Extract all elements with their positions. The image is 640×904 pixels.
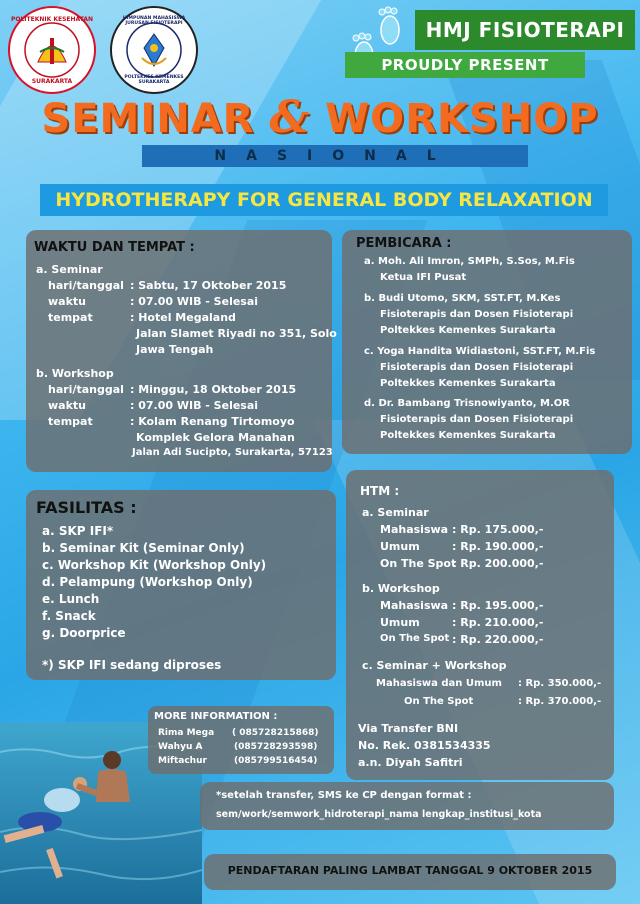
contact-phone: ( 085728215868)	[232, 728, 319, 738]
detail-value: : Minggu, 18 Oktober 2015	[130, 383, 297, 396]
speaker-role: Fisioterapis dan Dosen Fisioterapi	[380, 309, 574, 320]
account-number: No. Rek. 0381534335	[358, 739, 491, 752]
speaker-role: Fisioterapis dan Dosen Fisioterapi	[380, 414, 574, 425]
price-value: : Rp. 350.000,-	[518, 678, 602, 689]
speakers-panel	[342, 230, 632, 454]
speaker-name: c. Yoga Handita Widiastoni, SST.FT, M.Fis	[364, 346, 596, 357]
detail-key: hari/tanggal	[48, 279, 124, 292]
registration-deadline: PENDAFTARAN PALING LAMBAT TANGGAL 9 OKTOBER 2015	[227, 864, 593, 877]
ticket-heading: HTM :	[360, 484, 400, 498]
event-title	[20, 92, 620, 143]
org-banner: HMJ FISIOTERAPI	[415, 10, 635, 50]
detail-address: Jawa Tengah	[136, 343, 214, 356]
facility-item: f. Snack	[42, 609, 96, 623]
detail-value: : Sabtu, 17 Oktober 2015	[130, 279, 287, 292]
facility-item: d. Pelampung (Workshop Only)	[42, 575, 253, 589]
workshop-label: b. Workshop	[36, 367, 114, 380]
price-key: On The Spot	[380, 633, 450, 644]
price-value: : Rp. 175.000,-	[452, 523, 544, 536]
title-seminar: SEMINAR	[41, 96, 255, 142]
speakers-heading: PEMBICARA :	[356, 236, 452, 251]
speaker-name: d. Dr. Bambang Trisnowiyanto, M.OR	[364, 398, 570, 409]
price-value: : Rp. 190.000,-	[452, 540, 544, 553]
deadline-panel	[204, 854, 616, 890]
detail-value: : Kolam Renang Tirtomoyo	[130, 415, 295, 428]
price-group-label: a. Seminar	[362, 506, 429, 519]
facility-item: b. Seminar Kit (Seminar Only)	[42, 541, 245, 555]
facilities-heading: FASILITAS :	[36, 498, 137, 517]
speaker-name: b. Budi Utomo, SKM, SST.FT, M.Kes	[364, 293, 561, 304]
speaker-role: Poltekkes Kemenkes Surakarta	[380, 325, 556, 336]
price-value: : Rp. 370.000,-	[518, 696, 602, 707]
price-key: Mahasiswa dan Umum	[376, 678, 502, 689]
price-value: : Rp. 210.000,-	[452, 616, 544, 629]
price-group-label: c. Seminar + Workshop	[362, 659, 507, 672]
contact-phone: (085799516454)	[234, 756, 318, 766]
facility-note: *) SKP IFI sedang diproses	[42, 658, 222, 672]
logo-ring-text: SURAKARTA	[31, 78, 73, 85]
price-value: : Rp. 195.000,-	[452, 599, 544, 612]
detail-key: tempat	[48, 415, 93, 428]
contact-name: Wahyu A	[158, 742, 203, 752]
more-info-heading: MORE INFORMATION :	[154, 711, 278, 722]
facility-item: a. SKP IFI*	[42, 524, 114, 538]
price-key: On The Spot	[380, 557, 457, 570]
poltekkes-logo	[8, 6, 96, 94]
bank-transfer: Via Transfer BNI	[358, 722, 459, 735]
event-level: NASIONAL	[142, 145, 528, 167]
ticket-price-panel	[346, 470, 614, 780]
facilities-panel	[26, 490, 336, 680]
price-key: Umum	[380, 616, 420, 629]
detail-key: hari/tanggal	[48, 383, 124, 396]
contact-name: Rima Mega	[158, 728, 215, 738]
price-group-label: b. Workshop	[362, 582, 440, 595]
proudly-present-banner: PROUDLY PRESENT	[345, 52, 585, 78]
price-value: : Rp. 220.000,-	[452, 633, 544, 646]
detail-key: tempat	[48, 311, 93, 324]
contact-name: Miftachur	[158, 756, 207, 766]
sms-format-panel	[200, 782, 614, 830]
detail-address: Jalan Slamet Riyadi no 351, Solo	[136, 327, 337, 340]
speaker-role: Poltekkes Kemenkes Surakarta	[380, 378, 556, 389]
detail-value: : 07.00 WIB - Selesai	[130, 295, 259, 308]
price-key: Mahasiswa	[380, 599, 449, 612]
price-key: Umum	[380, 540, 420, 553]
facility-item: c. Workshop Kit (Workshop Only)	[42, 558, 267, 572]
speaker-name: a. Moh. Ali Imron, SMPh, S.Sos, M.Fis	[364, 256, 575, 267]
contact-phone: (085728293598)	[234, 742, 318, 752]
title-workshop: WORKSHOP	[325, 96, 599, 142]
hmj-fisioterapi-logo	[110, 6, 198, 94]
logo-ring-text: POLITEKNIK KESEHATAN	[10, 16, 94, 23]
detail-value: : 07.00 WIB - Selesai	[130, 399, 259, 412]
detail-value: : Hotel Megaland	[130, 311, 236, 324]
speaker-role: Ketua IFI Pusat	[380, 272, 467, 283]
event-theme: HYDROTHERAPY FOR GENERAL BODY RELAXATION	[40, 184, 608, 216]
time-place-heading: WAKTU DAN TEMPAT :	[34, 240, 195, 255]
sms-format: sem/work/semwork_hidroterapi_nama lengkap_institusi_kota	[216, 809, 542, 820]
facility-item: e. Lunch	[42, 592, 100, 606]
price-key: On The Spot	[404, 696, 474, 707]
logo-ring-text: POLTEKKES KEMENKES SURAKARTA	[124, 75, 184, 85]
more-info-panel	[148, 706, 334, 774]
price-value: : Rp. 200.000,-	[452, 557, 544, 570]
account-holder: a.n. Diyah Safitri	[358, 756, 463, 769]
detail-key: waktu	[48, 399, 86, 412]
facility-item: g. Doorprice	[42, 626, 126, 640]
detail-key: waktu	[48, 295, 86, 308]
title-ampersand: &	[269, 92, 311, 143]
speaker-role: Fisioterapis dan Dosen Fisioterapi	[380, 362, 574, 373]
price-key: Mahasiswa	[380, 523, 449, 536]
detail-address: Jalan Adi Sucipto, Surakarta, 57123	[132, 447, 333, 458]
speaker-role: Poltekkes Kemenkes Surakarta	[380, 430, 556, 441]
detail-address: Komplek Gelora Manahan	[136, 431, 295, 444]
logo-ring-text: HIMPUNAN MAHASISWA JURUSAN FISIOTERAPI	[122, 16, 186, 26]
seminar-label: a. Seminar	[36, 263, 103, 276]
time-place-panel	[26, 230, 337, 472]
sms-instruction: *setelah transfer, SMS ke CP dengan format :	[216, 790, 472, 801]
